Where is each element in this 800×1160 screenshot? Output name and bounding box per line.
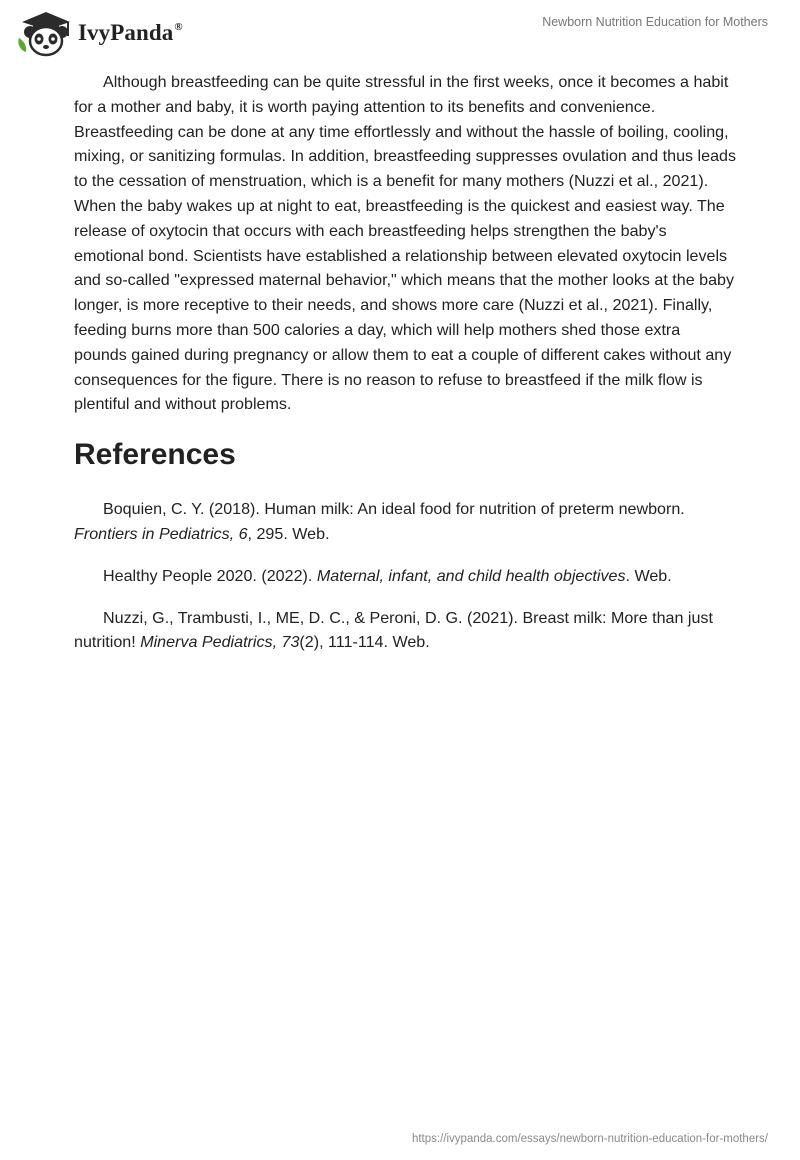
reference-item (74, 564, 736, 589)
reference-source: Frontiers in Pediatrics, 6 (74, 524, 248, 543)
reference-text: Healthy People 2020. (2022). (103, 566, 317, 585)
reference-item (74, 606, 736, 656)
body-paragraph: Although breastfeeding can be quite stressful in the first weeks, once it becomes a habit for a mother and baby, it is worth paying attention to its benefits and convenience. Breastfeeding can be done at any time effortlessly and without the hassle of boiling, cooling, mixing, or sanitizing formulas. In addition, breastfeeding suppresses ovulation and thus leads to the cessation of menstruation, which is a benefit for many mothers (Nuzzi et al., 2021). When the baby wakes up at night to eat, breastfeeding is the quickest and easiest way. The release of oxytocin that occurs with each breastfeeding helps strengthen the baby's emotional bond. Scientists have established a relationship between elevated oxytocin levels and so-called "expressed maternal behavior," which means that the mother looks at the baby longer, is more receptive to their needs, and shows more care (Nuzzi et al., 2021). Finally, feeding burns more than 500 calories a day, which will help mothers shed those extra pounds gained during pregnancy or allow them to eat a couple of different cakes without any consequences for the figure. There is no reason to refuse to breastfeed if the milk flow is plentiful and without problems. (74, 73, 737, 414)
reference-text: Boquien, C. Y. (2018). Human milk: An ideal food for nutrition of preterm newborn. (103, 500, 685, 519)
reference-source: Maternal, infant, and child health objectives (316, 566, 626, 585)
references-heading: References (74, 438, 236, 472)
logo-name: IvyPanda (78, 20, 174, 45)
reference-tail: , 295. Web. (247, 524, 330, 543)
logo[interactable] (14, 8, 183, 58)
registered-mark: ® (174, 21, 183, 33)
footer-url-link[interactable]: https://ivypanda.com/essays/newborn-nutrition-education-for-mothers/ (411, 1133, 768, 1145)
reference-item (74, 497, 736, 547)
document-body (74, 70, 736, 672)
panda-logo-icon (14, 8, 76, 58)
logo-wordmark (78, 20, 183, 46)
reference-tail: (2), 111-114. Web. (299, 633, 430, 652)
reference-source: Minerva Pediatrics, 73 (140, 633, 300, 652)
running-header-title: Newborn Nutrition Education for Mothers (542, 15, 768, 29)
references-list (74, 497, 736, 655)
reference-text: Nuzzi, G., Trambusti, I., ME, D. C., & Peroni, D. G. (2021). Breast milk: More than just nutrition! (74, 608, 713, 652)
reference-tail: . Web. (625, 566, 672, 585)
